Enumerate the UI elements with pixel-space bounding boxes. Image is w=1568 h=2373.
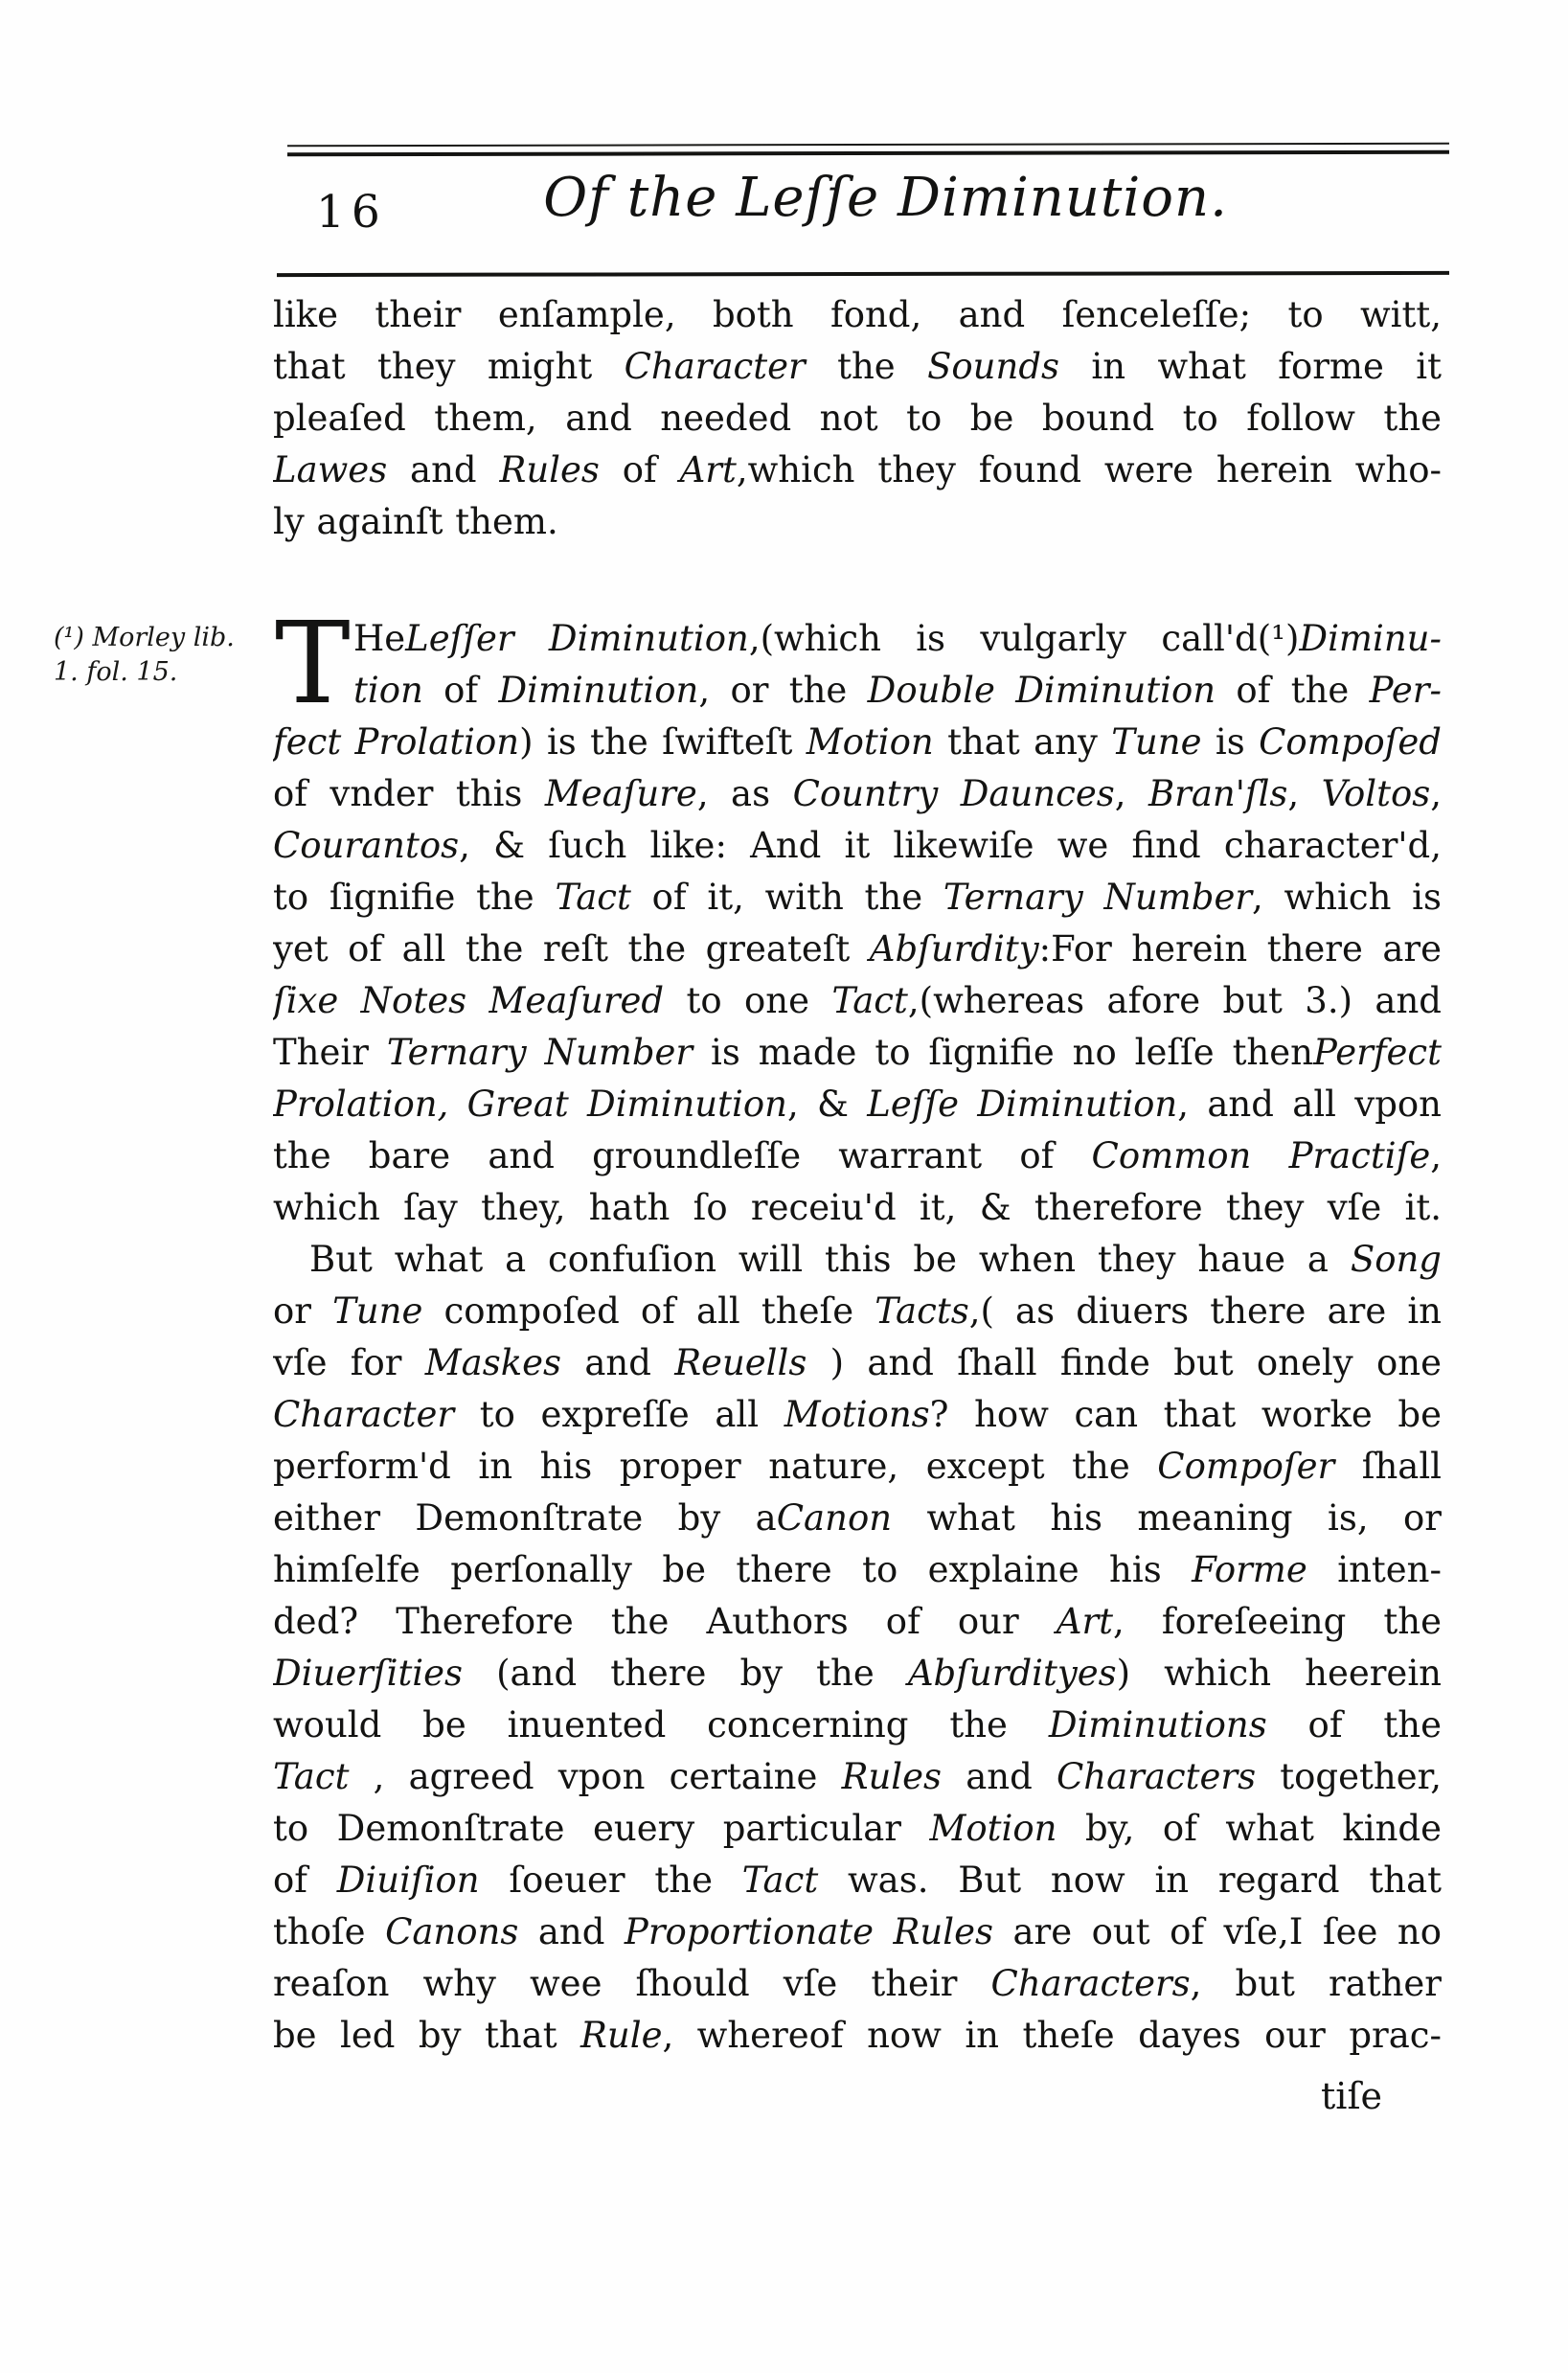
text-line: vſe for Maskes and Reuells ) and ſhall finde but onely one [273, 1342, 1442, 1383]
text-line: perform'd in his proper nature, except the Compoſer ſhall [273, 1446, 1442, 1487]
main-paragraph [273, 597, 1442, 2062]
intro-paragraph [273, 289, 1442, 548]
text-line: to Demonſtrate euery particular Motion by, of what kinde [273, 1808, 1442, 1849]
header-rule-bottom [277, 271, 1449, 277]
text-line: Courantos, & ſuch like: And it likewiſe we find character'd, [273, 825, 1442, 866]
text-line: that they might Character the Sounds in what forme it [273, 346, 1442, 387]
catchword: tiſe [1321, 2075, 1382, 2117]
text-line: tion of Diminution, or the Double Diminution of the Per- [353, 670, 1442, 711]
text-line: like their enſample, both fond, and ſenceleſſe; to witt, [273, 294, 1442, 335]
text-line: Prolation, Great Diminution, & Leſſe Diminution, and all vpon [273, 1084, 1442, 1125]
text-line: yet of all the reſt the greateſt Abſurdity:For herein there are [273, 928, 1442, 970]
text-line: to ſignifie the Tact of it, with the Ternary Number, which is [273, 877, 1442, 918]
text-line: But what a confuſion will this be when they haue a Song [309, 1239, 1442, 1280]
text-line: reaſon why wee ſhould vſe their Characters, but rather [273, 1963, 1442, 2004]
text-line: pleaſed them, and needed not to be bound to follow the [273, 398, 1442, 439]
text-line: himſelfe perſonally be there to explaine his Forme inten- [273, 1549, 1442, 1590]
text-line: Character to expreſſe all Motions? how can that worke be [273, 1394, 1442, 1435]
text-line: ded? Therefore the Authors of our Art, foreſeeing the [273, 1601, 1442, 1642]
text-line: which ſay they, hath ſo receiu'd it, & therefore they vſe it. [273, 1187, 1442, 1228]
margin-note-citation [54, 621, 269, 690]
drop-cap: T [275, 597, 351, 729]
page-number: 16 [316, 186, 387, 239]
text-line: of vnder this Meaſure, as Country Daunces, Bran'ſls, Voltos, [273, 773, 1442, 814]
text-line: ſixe Notes Meaſured to one Tact,(whereas afore but 3.) and [273, 980, 1442, 1021]
margin-note-line: 1. fol. 15. [54, 657, 178, 687]
text-line: Their Ternary Number is made to ſignifie no leſſe thenPerfect [273, 1032, 1442, 1073]
text-line: fect Prolation) is the ſwifteſt Motion that any Tune is Compoſed [273, 721, 1442, 763]
text-line: Diuerſities (and there by the Abſurdityes) which heerein [273, 1653, 1442, 1694]
text-line: be led by that Rule, whereof now in theſe dayes our prac- [273, 2015, 1442, 2056]
text-line: thoſe Canons and Proportionate Rules are out of vſe,I ſee no [273, 1911, 1442, 1952]
text-line: or Tune compoſed of all theſe Tacts,( as diuers there are in [273, 1290, 1442, 1332]
margin-note-line: (¹) Morley lib. [54, 623, 235, 652]
page-header [273, 165, 1443, 261]
text-line: Tact , agreed vpon certaine Rules and Characters together, [273, 1756, 1442, 1797]
text-line: Lawes and Rules of Art,which they found were herein who- [273, 449, 1442, 491]
running-title: Of the Leſſe Diminution. [543, 167, 1228, 229]
text-line: either Demonſtrate by aCanon what his meaning is, or [273, 1497, 1442, 1539]
text-line: ly againſt them. [273, 501, 558, 542]
text-line: of Diuiſion ſoeuer the Tact was. But now in regard that [273, 1860, 1442, 1901]
text-line: would be inuented concerning the Diminutions of the [273, 1704, 1442, 1746]
text-line: the bare and groundleſſe warrant of Common Practiſe, [273, 1135, 1442, 1176]
text-line: HeLeſſer Diminution,(which is vulgarly call'd(¹)Diminu- [353, 618, 1442, 659]
header-rule-top [287, 143, 1449, 157]
